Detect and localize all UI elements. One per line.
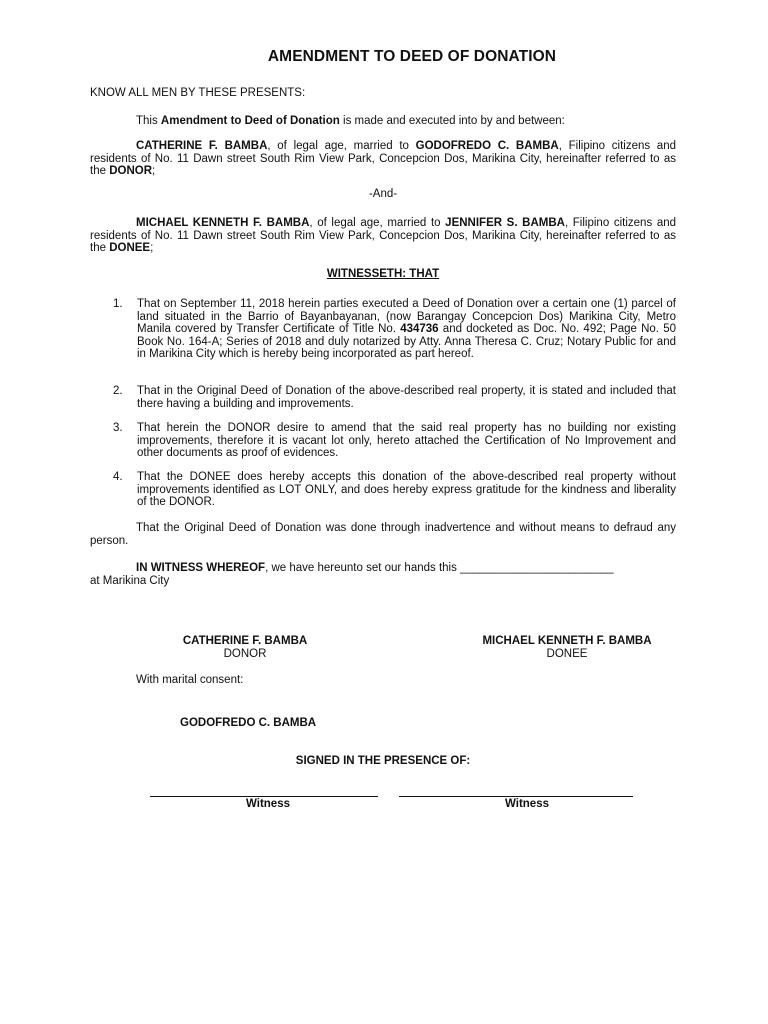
donee-signatory-role: DONEE (546, 647, 588, 660)
in-witness-text: , we have hereunto set our hands this (265, 562, 461, 574)
list-item-text: That in the Original Deed of Donation of the above-described real property, it is stated and included that there having a building and improvements. (137, 385, 676, 410)
donee-role: DONEE (109, 242, 151, 255)
donee-text-mid: , of legal age, married to (309, 217, 446, 229)
donor-paragraph (90, 140, 676, 178)
donee-spouse-name: JENNIFER S. BAMBA (445, 217, 565, 229)
donor-name: CATHERINE F. BAMBA (136, 140, 268, 152)
closing-paragraph: That the Original Deed of Donation was done through inadvertence and without means to defraud any person. (90, 522, 676, 547)
donor-signatory-name: CATHERINE F. BAMBA (182, 635, 308, 647)
donor-signature-block (150, 635, 340, 660)
title-number: 434736 (400, 323, 439, 336)
donee-text-post: , Filipino citizens and residents of No. 11 Dawn street South Rim View Park, Concepcion Dos, Marikina City, hereinafter referred to as the (90, 217, 677, 255)
donor-spouse-name: GODOFREDO C. BAMBA (415, 140, 559, 152)
donor-text-end: ; (152, 165, 156, 178)
donor-text-mid: , of legal age, married to (267, 140, 416, 152)
donee-text-end: ; (150, 242, 154, 255)
date-blank: ________________________ (460, 562, 614, 574)
witness-signature-line (150, 796, 378, 797)
list-item-number: 4. (113, 471, 123, 483)
donor-signatory-role: DONOR (223, 647, 267, 660)
witness-label: Witness (505, 798, 549, 810)
list-item-number: 3. (113, 422, 123, 434)
witness-label: Witness (246, 798, 290, 810)
witnesseth-heading: WITNESSETH: THAT (326, 268, 440, 280)
item-1-post: and docketed as Doc. No. 492; Page No. 50 Book No. 164-A; Series of 2018 and duly notarized by Atty. Anna Theresa C. Cruz; Notary Public for and in Marikina City which is hereby being incorporated as part hereof. (137, 323, 676, 361)
presence-heading: SIGNED IN THE PRESENCE OF: (295, 755, 471, 767)
list-item-text: That the DONEE does hereby accepts this donation of the above-described real property without improvements identified as LOT ONLY, and does hereby express gratitude for the kindness and liberality of the DONOR. (137, 471, 676, 509)
list-item-text (137, 298, 676, 361)
donee-signature-block (452, 635, 682, 660)
intro-line: KNOW ALL MEN BY THESE PRESENTS: (90, 87, 306, 99)
in-witness-bold: IN WITNESS WHEREOF (136, 562, 266, 574)
donee-paragraph (90, 217, 676, 255)
list-item-text: That herein the DONOR desire to amend that the said real property has no building nor existing improvements, therefore it is vacant lot only, hereto attached the Certification of No Improvement and other documents as proof of evidences. (137, 422, 676, 460)
donee-signatory-name: MICHAEL KENNETH F. BAMBA (482, 635, 652, 647)
document-title: AMENDMENT TO DEED OF DONATION (267, 48, 557, 65)
donor-text-post: , Filipino citizens and residents of No. 11 Dawn street South Rim View Park, Concepcion Dos, Marikina City, hereinafter referred to as the (90, 140, 676, 178)
list-item-number: 2. (113, 385, 123, 397)
opening-pre: This (136, 115, 161, 127)
list-item-number: 1. (113, 298, 123, 310)
opening-post: is made and executed into by and between: (339, 115, 565, 127)
and-separator: -And- (368, 188, 398, 200)
marital-consent-label: With marital consent: (136, 674, 244, 686)
opening-paragraph (90, 115, 676, 128)
donee-name: MICHAEL KENNETH F. BAMBA (136, 217, 310, 229)
item-1-pre: That on September 11, 2018 herein parties executed a Deed of Donation over a certain one (1) parcel of land situated in the Barrio of Bayanbayanan, (now Barangay Concepcion Dos) Marikina City, Metro Manila covered by Transfer Certificate of Title No. (137, 298, 676, 336)
consent-signatory-name: GODOFREDO C. BAMBA (180, 717, 317, 729)
opening-bold: Amendment to Deed of Donation (160, 115, 340, 127)
place-line: at Marikina City (90, 575, 170, 587)
donor-role: DONOR (109, 165, 152, 178)
in-witness-paragraph (90, 562, 676, 575)
witness-signature-line (399, 796, 633, 797)
